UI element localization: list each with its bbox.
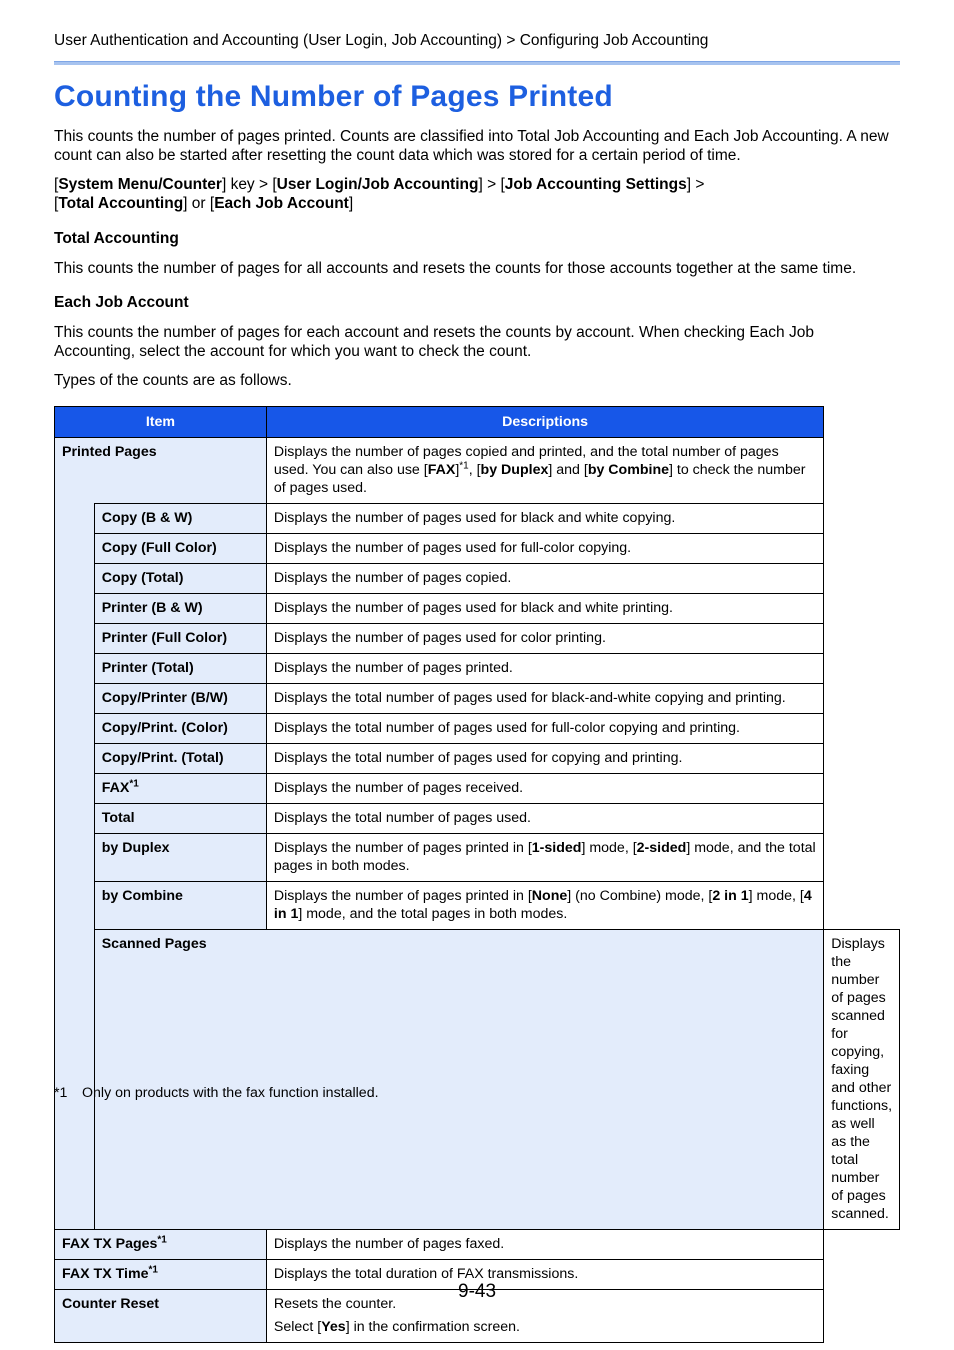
row-desc: Displays the total number of pages used for copying and printing. [266,744,823,774]
table-row [55,684,900,714]
table-row [55,930,900,1230]
row-label-printed-pages: Printed Pages [55,438,267,504]
header-rule [54,61,900,65]
row-label: FAX$^{*1}$ [94,774,266,804]
table-row [55,744,900,774]
menu-key-login: User Login/Job Accounting [276,176,479,193]
row-label-by-duplex: by Duplex [94,834,266,882]
row-label-fax-tx-time: FAX TX Time$^{*1}$ [55,1260,267,1290]
table-row [55,504,900,534]
total-accounting-heading: Total Accounting [54,230,179,247]
row-desc-by-duplex: Displays the number of pages printed in [1-sided] mode, [2-sided] mode, and the total pages in both modes. [266,834,823,882]
total-accounting-text: This counts the number of pages for all accounts and resets the counts for those accounts together at the same time. [54,260,857,277]
row-label: Printer (B & W) [94,594,266,624]
row-desc: Displays the total number of pages used. [266,804,823,834]
row-desc: Displays the number of pages used for color printing. [266,624,823,654]
row-desc: Displays the number of pages copied. [266,564,823,594]
breadcrumb: User Authentication and Accounting (User Login, Job Accounting) > Configuring Job Accounting [54,32,709,49]
intro-paragraph: This counts the number of pages printed. Counts are classified into Total Job Accounting and Each Job Accounting. A new count can also be started after resetting the count data which was stored for a certain period of time. [54,128,889,164]
row-desc-by-combine: Displays the number of pages printed in [None] (no Combine) mode, [2 in 1] mode, [4 in 1] mode, and the total pages in both modes. [266,882,823,930]
each-job-text: This counts the number of pages for each account and resets the counts by account. When checking Each Job Accounting, select the account for which you want to check the count. [54,324,814,360]
each-job-heading: Each Job Account [54,294,189,311]
menu-key-system: System Menu/Counter [58,176,222,193]
row-label: Printer (Total) [94,654,266,684]
table-row [55,834,900,882]
row-desc: Displays the total number of pages used for full-color copying and printing. [266,714,823,744]
menu-path: [System Menu/Counter] key > [User Login/Job Accounting] > [Job Accounting Settings] > [Total Accounting] or [Each Job Account] [54,176,705,212]
row-label: Copy (Total) [94,564,266,594]
row-label: Copy (Full Color) [94,534,266,564]
table-row [55,534,900,564]
row-label: Printer (Full Color) [94,624,266,654]
menu-key-total: Total Accounting [58,195,184,212]
header-item: Item [55,407,267,438]
menu-key-job-settings: Job Accounting Settings [504,176,687,193]
row-label-scanned-pages: Scanned Pages [94,930,824,1230]
page-number: 9-43 [458,1281,497,1302]
menu-key-each: Each Job Account [214,195,349,212]
table-row [55,714,900,744]
row-label: Total [94,804,266,834]
counts-table [54,406,900,1343]
row-desc-fax-tx-time: Displays the total duration of FAX transmissions. [266,1260,823,1290]
table-row [55,882,900,930]
row-desc-printed-pages: Displays the number of pages copied and printed, and the total number of pages used. You can also use [FAX]$^{*1}$, [by Duplex] and [by Combine] to check the number of pages used. [266,438,823,504]
row-desc: Displays the number of pages used for black and white copying. [266,504,823,534]
page-title: Counting the Number of Pages Printed [54,80,613,113]
row-desc-fax-tx-pages: Displays the number of pages faxed. [266,1230,823,1260]
types-intro: Types of the counts are as follows. [54,372,292,389]
header-descriptions: Descriptions [266,407,823,438]
table-row [55,438,900,504]
row-desc: Displays the total number of pages used for black-and-white copying and printing. [266,684,823,714]
row-label-by-combine: by Combine [94,882,266,930]
row-label-fax-tx-pages: FAX TX Pages$^{*1}$ [55,1230,267,1260]
row-desc: Displays the number of pages used for black and white printing. [266,594,823,624]
row-label: Copy/Print. (Color) [94,714,266,744]
row-desc-counter-reset: Resets the counter. Select [Yes] in the confirmation screen. [266,1290,823,1343]
row-label: Copy (B & W) [94,504,266,534]
table-header-row [55,407,900,438]
table-row [55,804,900,834]
row-desc-scanned-pages: Displays the number of pages scanned for copying, faxing and other functions, as well as the total number of pages scanned. [824,930,900,1230]
row-desc: Displays the number of pages received. [266,774,823,804]
table-row [55,624,900,654]
row-label: Copy/Printer (B/W) [94,684,266,714]
row-desc: Displays the number of pages used for full-color copying. [266,534,823,564]
row-desc: Displays the number of pages printed. [266,654,823,684]
table-row [55,564,900,594]
table-row [55,1230,900,1260]
table-row [55,594,900,624]
indent-cell [55,504,95,1230]
row-label-counter-reset: Counter Reset [55,1290,267,1343]
table-row [55,654,900,684]
row-label: Copy/Print. (Total) [94,744,266,774]
table-row [55,774,900,804]
footnote: *1 Only on products with the fax function installed. [54,1085,379,1101]
